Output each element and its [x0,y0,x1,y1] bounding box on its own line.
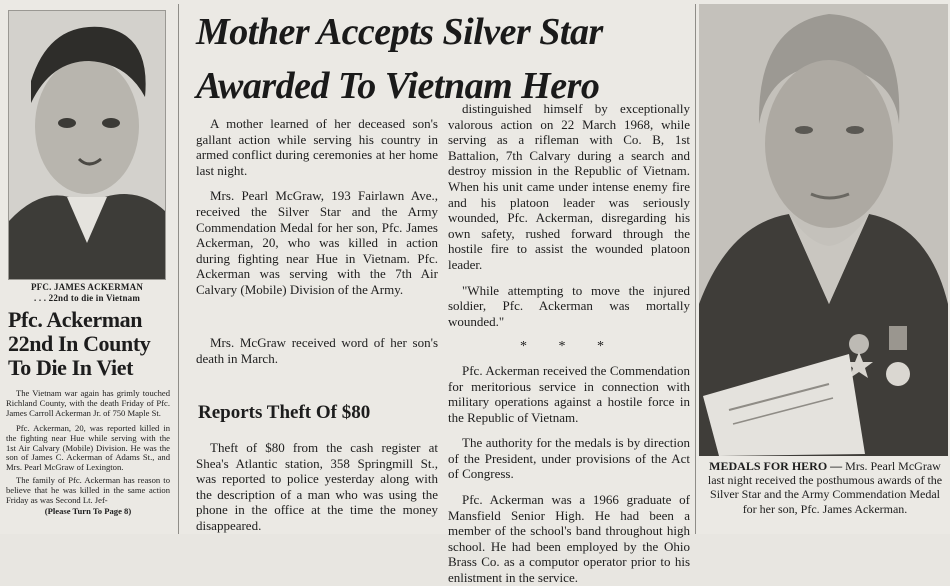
story-paragraph: Pfc. Ackerman was a 1966 graduate of Mansfield Senior High. He had been a member of the school's band throughout high school. He had been employed by the Ohio Brass Co. as a computor operator prior to his enlistment in the service. [448,492,690,586]
theft-story [196,440,438,534]
photo-caption [4,282,170,304]
theft-paragraph: Theft of $80 from the cash register at Shea's Atlantic station, 358 Springmill St., was reported to police yesterday along with the description of a man who was using the phone in the office at the time the money disappeared. [196,440,438,533]
story-paragraph: distinguished himself by exceptionally valorous action on 22 March 1968, while serving as a rifleman with Co. B, 1st Battalion, 7th Calvary during a search and destroy mission in the Republic of Vietnam. When his unit came under intense enemy fire and his platoon leader was seriously wounded, Pfc. Ackerman, disregarding his own safety, rushed forward through the hostile fire to assist the wounded platoon leader. [448,101,690,272]
side-paragraph: The family of Pfc. Ackerman has reason to believe that he was killed in the same action Friday as was Second Lt. Jef- [6,475,170,505]
photo-caption-name: PFC. JAMES ACKERMAN [30,282,144,292]
story-column-1-cont [196,335,438,399]
photo-caption-sub: . . . 22nd to die in Vietnam [33,293,141,303]
portrait-photo-ackerman [8,10,166,280]
story-paragraph: Pfc. Ackerman received the Commendation for meritorious service in connection with military operations against a hostile force in the Republic of Vietnam. [448,362,690,425]
story-column-1 [196,116,438,336]
continued-note: (Please Turn To Page 8) [44,506,132,516]
theft-headline: Reports Theft Of $80 [198,402,371,423]
main-headline-line1: Mother Accepts Silver Star [196,11,603,53]
story-paragraph: A mother learned of her deceased son's gallant action while serving his country in armed conflict during ceremonies at her home last night. [196,116,438,178]
main-headline-line2: Awarded To Vietnam Hero [196,65,600,107]
section-stars: * * * [520,339,618,355]
caption-lead: MEDALS FOR HERO — [709,459,843,473]
photo-caption-medals [706,459,944,516]
side-paragraph: Pfc. Ackerman, 20, was reported killed in the fighting near Hue while serving with the 1st Air Calvary (Mobile) Division. He was the son of James C. Ackerman of Adams St., and Mrs. Pearl McGraw of Lexington. [6,423,170,473]
story-paragraph: Mrs. McGraw received word of her son's death in March. [196,335,438,366]
story-paragraph: The authority for the medals is by direction of the President, under provisions of the Act of Congress. [448,435,690,482]
side-paragraph: The Vietnam war again has grimly touched Richland County, with the death Friday of Pfc. James Carroll Ackerman Jr. of 750 Maple St. [6,388,170,418]
caption-text: Mrs. Pearl McGraw last night received the posthumous awards of the Silver Star and the Army Commendation Medal for her son, Pfc. James Ackerman. [707,459,943,516]
story-paragraph: Mrs. Pearl McGraw, 193 Fairlawn Ave., received the Silver Star and the Army Commendation Medal for her son, Pfc. James Ackerman, 20, who was killed in action during fighting near Hue in Vietnam. Pfc. Ackerman was serving with the 7th Air Calvary (Mobile) Division of the Army. [196,188,438,297]
left-column [0,0,172,534]
story-column-2 [448,101,690,586]
story-paragraph: "While attempting to move the injured soldier, Pfc. Ackerman was mortally wounded." [448,282,690,329]
side-headline: Pfc. Ackerman 22nd In County To Die In Viet [8,307,151,380]
column-divider [178,4,179,534]
mother-photo [699,4,948,456]
